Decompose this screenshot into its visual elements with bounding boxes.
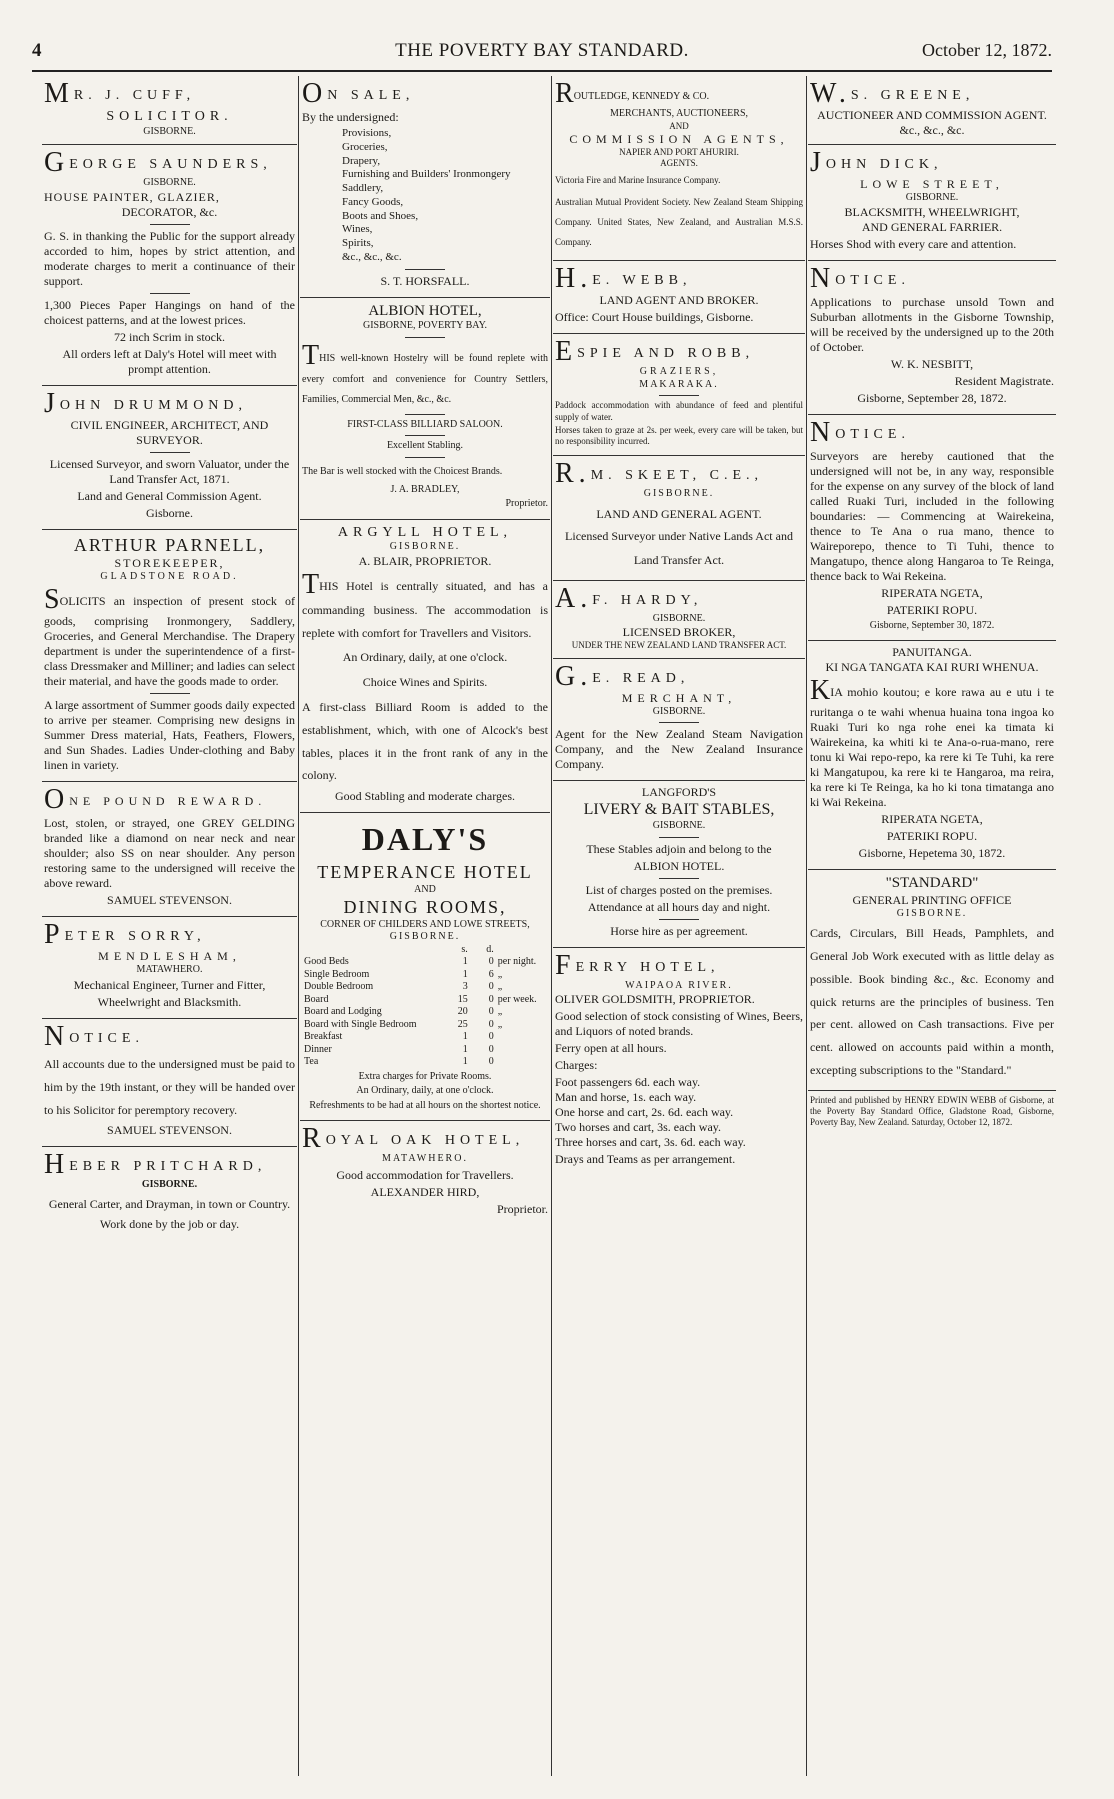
table-cell: 1 bbox=[462, 1056, 468, 1068]
ad-body: Agent for the New Zealand Steam Navigation Company, and the New Zealand Insurance Company. bbox=[555, 727, 803, 772]
ad-place: MAKARAKA. bbox=[639, 378, 719, 390]
ad-role: LAND AND GENERAL AGENT. bbox=[596, 506, 762, 521]
table-cell: „ bbox=[497, 968, 503, 980]
ad-role: OLIVER GOLDSMITH, PROPRIETOR. bbox=[555, 992, 755, 1007]
ad-langford bbox=[553, 781, 805, 948]
table-cell: 0 bbox=[488, 1031, 494, 1043]
charges-table bbox=[302, 944, 548, 1069]
table-cell: 0 bbox=[488, 1018, 494, 1030]
table-cell: 20 bbox=[457, 1006, 468, 1018]
ad-place: GISBORNE. bbox=[143, 177, 196, 188]
ad-signature: J. A. BRADLEY, bbox=[390, 483, 460, 495]
ad-role: DECORATOR, &c. bbox=[121, 204, 218, 219]
table-cell: 0 bbox=[488, 1056, 494, 1068]
ad-role: AND bbox=[669, 120, 689, 131]
column-divider bbox=[806, 76, 807, 1776]
ad-role: BLACKSMITH, WHEELWRIGHT, bbox=[844, 204, 1020, 219]
ad-signature: W. K. NESBITT, bbox=[890, 356, 974, 371]
table-cell: 15 bbox=[457, 993, 468, 1005]
table-row bbox=[302, 969, 548, 982]
list-item: Three horses and cart, 3s. 6d. each way. bbox=[555, 1135, 746, 1150]
ad-role: Resident Magistrate. bbox=[954, 373, 1054, 388]
ad-notice-surveyors: NOTICE. Surveyors are hereby cautioned that the undersigned will not be, in any way, responsible for the expense on any survey of the block of land called Ruaki Turi, included in the following boundaries: — Commencing at Wairekeina, thence to Te Ana o rua mano, thence to Waireporepo, thence to Ti Tuhi, thence to Mangatupo, thence along Hangaroa to Te Reinga, thence back to Wai Rekeina. RIPERATA NGETA, PATERIKI ROPU. Gisborne, September 30, 1872. bbox=[808, 415, 1056, 642]
masthead-rule bbox=[32, 70, 1052, 72]
ad-panuitanga: PANUITANGA. KI NGA TANGATA KAI RURI WHENUA. KIA mohio koutou; e kore rawa au e utu i te ruritanga o te wahi whenua huaina tona ingoa ko Ruaki Turi ko nga rohe enei ka timata ki Wairekeina, ka whiti ki te Ana-o-rua-mano, rere tonu ki Wai repo-repo, ka rere ki Te Tuhi, ka rere ki Mangatupou, ka rere ki te Hangaroa, ma reira, ka rere ki Te Reinga, ka ho ki tona timatanga ano ki Wai Rekeina. RIPERATA NGETA, PATERIKI ROPU. Gisborne, Hepetema 30, 1872. bbox=[808, 641, 1056, 870]
ad-signature: PATERIKI ROPU. bbox=[886, 602, 978, 617]
ad-place: GISBORNE. bbox=[905, 192, 959, 203]
list-item: &c., &c., &c. bbox=[342, 250, 402, 263]
table-cell: 0 bbox=[488, 1006, 494, 1018]
ad-subtitle: KI NGA TANGATA KAI RURI WHENUA. bbox=[825, 660, 1039, 674]
table-cell: 0 bbox=[488, 956, 494, 968]
ad-dick: JOHN DICK, LOWE STREET, GISBORNE. BLACKSMITH, WHEELWRIGHT, AND GENERAL FARRIER. Horses Shod with every care and attention. bbox=[808, 145, 1056, 261]
ad-body: Wheelwright and Blacksmith. bbox=[97, 995, 242, 1009]
ad-body: The Bar is well stocked with the Choicest Brands. bbox=[302, 465, 503, 477]
table-cell: 1 bbox=[462, 1031, 468, 1043]
ad-title: ERRY HOTEL, bbox=[575, 959, 720, 975]
ad-body: Good accommodation for Travellers. bbox=[336, 1167, 514, 1182]
ad-body: Office: Court House buildings, Gisborne. bbox=[555, 310, 754, 325]
short-rule bbox=[150, 224, 190, 225]
ad-title: OYAL OAK HOTEL, bbox=[325, 1133, 525, 1149]
table-cell: Board bbox=[304, 993, 329, 1005]
ad-body: FIRST-CLASS BILLIARD SALOON. bbox=[347, 418, 503, 430]
ad-role: STOREKEEPER, bbox=[114, 556, 225, 570]
ad-title: OTICE. bbox=[835, 272, 910, 288]
ad-body: Choice Wines and Spirits. bbox=[362, 675, 488, 690]
agency-list bbox=[555, 171, 803, 252]
ad-pritchard: HEBER PRITCHARD, GISBORNE. General Carter, and Drayman, in town or Country. Work done by the job or day. bbox=[42, 1147, 297, 1240]
table-cell bbox=[496, 1056, 548, 1069]
ad-role: LICENSED BROKER, bbox=[622, 625, 736, 640]
ad-body: Attendance at all hours day and night. bbox=[587, 899, 771, 914]
table-cell: per week. bbox=[497, 993, 537, 1005]
list-item: Saddlery, bbox=[342, 182, 384, 194]
ad-title: S. GREENE, bbox=[850, 88, 975, 103]
ad-role: COMMISSION AGENTS, bbox=[569, 131, 789, 146]
ad-title: PANUITANGA. bbox=[892, 645, 972, 659]
ad-body: All accounts due to the undersigned must be paid to him by the 19th instant, or they will be handed over to his Solicitor for peremptory recovery. bbox=[44, 1057, 295, 1117]
table-cell: per night. bbox=[497, 956, 537, 968]
ad-royal-oak: ROYAL OAK HOTEL, MATAWHERO. Good accommodation for Travellers. ALEXANDER HIRD, Proprietor. bbox=[302, 1123, 548, 1216]
ad-role: A. BLAIR, PROPRIETOR. bbox=[358, 553, 492, 568]
ad-drummond: JOHN DRUMMOND, CIVIL ENGINEER, ARCHITECT, AND SURVEYOR. Licensed Surveyor, and sworn Valuator, under the Land Transfer Act, 1871. Land and General Commission Agent. Gisborne. bbox=[42, 386, 297, 530]
column-header: s. bbox=[461, 943, 468, 955]
ad-body: Refreshments to be had at all hours on the shortest notice. bbox=[309, 1099, 541, 1111]
ad-routledge: ROUTLEDGE, KENNEDY & CO. MERCHANTS, AUCTIONEERS, AND COMMISSION AGENTS, NAPIER AND PORT AHURIRI. AGENTS. Victoria Fire and Marine Insurance Company. Australian Mutual Provident Society. New Zealand Steam Shipping Company. United States, New Zealand, and Australian M.S.S. Company. bbox=[553, 76, 805, 261]
list-item: Man and horse, 1s. each way. bbox=[555, 1090, 697, 1105]
table-cell bbox=[496, 1044, 548, 1057]
list-item: Provisions, bbox=[342, 127, 392, 139]
ad-ferry-hotel: FERRY HOTEL, WAIPAOA RIVER. OLIVER GOLDSMITH, PROPRIETOR. Good selection of stock consisting of Wines, Beers, and Liquors of noted brands. Ferry open at all hours. Charges: Foot passengers 6d. each way. Man and horse, 1s. each way. One horse and cart, 2s. 6d. each way. Two horses and cart, 3s. each way. Three horses and cart, 3s. 6d. each way. Drays and Teams as per arrangement. bbox=[555, 949, 803, 1167]
ad-body: Land and General Commission Agent. bbox=[77, 488, 262, 503]
ad-body: Cards, Circulars, Bill Heads, Pamphlets, and General Job Work executed with as little delay as possible. Book binding &c., &c. Economy and quick returns are the principles of business. Ten per cent. allowed on Cash transactions. Five per cent. allowed on accounts paid within a month, excepting subscriptions to the "Standard." bbox=[810, 926, 1054, 1078]
column-3 bbox=[553, 76, 805, 1776]
ad-place: CORNER OF CHILDERS AND LOWE STREETS, bbox=[320, 918, 530, 930]
ad-body: &c., &c., &c. bbox=[899, 123, 965, 137]
ad-title: M. SKEET, C.E., bbox=[590, 468, 764, 484]
ad-title: OHN DICK, bbox=[825, 157, 943, 172]
ad-argyll-hotel: ARGYLL HOTEL, GISBORNE. A. BLAIR, PROPRIETOR. THIS Hotel is centrally situated, and has a commanding business. The accommodation is replete with comfort for Travellers and Visitors. An Ordinary, daily, at one o'clock. Choice Wines and Spirits. A first-class Billiard Room is added to the establishment, which, with one of Alcock's best tables, places it in the front rank of any in the colony. Good Stabling and moderate charges. bbox=[300, 520, 550, 813]
ad-on-sale: ON SALE, By the undersigned: Provisions, Groceries, Drapery, Furnishing and Builders' Ironmongery Saddlery, Fancy Goods, Boots and Shoes, Wines, Spirits, &c., &c., &c. S. T. HORSFALL. bbox=[300, 76, 550, 298]
table-row bbox=[302, 1006, 548, 1019]
short-rule bbox=[150, 693, 190, 694]
ad-signature: PATERIKI ROPU. bbox=[886, 829, 978, 843]
ad-webb: H.E. WEBB, LAND AGENT AND BROKER. Office: Court House buildings, Gisborne. bbox=[553, 261, 805, 334]
ad-body: 1,300 Pieces Paper Hangings on hand of the choicest patterns, and at the lowest prices. bbox=[44, 297, 295, 327]
ad-place: GLADSTONE ROAD. bbox=[100, 571, 239, 582]
ad-body: HIS well-known Hostelry will be found replete with every comfort and convenience for Country Settlers, Families, Commercial Men, &c., &c. bbox=[302, 352, 548, 405]
table-cell: 1 bbox=[462, 1043, 468, 1055]
ad-title: "STANDARD" bbox=[885, 875, 979, 891]
ad-body: Horses taken to graze at 2s. per week, every care will be taken, but no responsibility incurred. bbox=[555, 424, 803, 447]
ad-role: GRAZIERS, bbox=[639, 366, 719, 378]
ad-place: GISBORNE. bbox=[652, 820, 706, 832]
short-rule bbox=[659, 837, 699, 838]
ad-title: ARTHUR PARNELL, bbox=[73, 534, 266, 555]
ad-body: 72 inch Scrim in stock. bbox=[114, 329, 225, 344]
short-rule bbox=[150, 452, 190, 453]
list-item: One horse and cart, 2s. 6d. each way. bbox=[555, 1105, 734, 1120]
ad-body: Mechanical Engineer, Turner and Fitter, bbox=[73, 978, 266, 992]
short-rule bbox=[659, 919, 699, 920]
list-item: Furnishing and Builders' Ironmongery bbox=[342, 168, 511, 181]
ad-role: LAND AGENT AND BROKER. bbox=[599, 293, 759, 308]
ad-place: WAIPAOA RIVER. bbox=[625, 979, 733, 991]
table-row bbox=[302, 1019, 548, 1032]
ad-body: General Carter, and Drayman, in town or Country. bbox=[48, 1196, 291, 1211]
list-item: Wines, bbox=[342, 223, 373, 236]
column-4 bbox=[808, 76, 1056, 1776]
ad-body: All orders left at Daly's Hotel will meet with prompt attention. bbox=[62, 346, 277, 376]
ad-body: These Stables adjoin and belong to the bbox=[586, 841, 772, 856]
ad-title: N SALE, bbox=[327, 88, 415, 103]
ad-role: Proprietor. bbox=[505, 498, 548, 510]
list-item: Spirits, bbox=[342, 237, 374, 249]
ad-body: IA mohio koutou; e kore rawa au e utu i te ruritanga o te wahi whenua huaina tona ingoa ko Ruaki Turi ko nga rohe enei ka timata ki Wairekeina, ka whiti ki te Ana-o-rua-mano, rere tonu ki Wai repo-repo, ka rere ki Te Tuhi, ka rere ki Mangatupou, ka rere ki te Hangaroa, ma reira, ka rere ki Te Reinga, ka ho ki tona timatanga ano ki Wai Rekeina. bbox=[810, 685, 1054, 809]
short-rule bbox=[405, 435, 445, 436]
ad-saunders: GEORGE SAUNDERS, GISBORNE. HOUSE PAINTER, GLAZIER, DECORATOR, &c. G. S. in thanking the Public for the support already accorded to him, hopes by strict attention, and moderate charges to merit a continuance of their support. 1,300 Pieces Paper Hangings on hand of the choicest patterns, and at the lowest prices. 72 inch Scrim in stock. All orders left at Daly's Hotel will meet with prompt attention. bbox=[42, 145, 297, 386]
ad-parnell: ARTHUR PARNELL, STOREKEEPER, GLADSTONE ROAD. SOLICITS an inspection of present stock of goods, comprising Ironmongery, Saddlery, Groceries, and General Merchandise. The Drapery department is under the superintendence of a first-class Dressmaker and Milliner; and ladies can select their material, and have the goods made to order. A large assortment of Summer goods daily expected to arrive per steamer. Comprising new designs in Summer Dress material, Hats, Feathers, Flowers, and Sun Shades. Ladies Under-clothing and Baby linen in variety. bbox=[42, 530, 297, 782]
ad-dalys bbox=[300, 813, 550, 1121]
ad-body: HIS Hotel is centrally situated, and has a commanding business. The accommodation is replete with comfort for Travellers and Visitors. bbox=[302, 578, 548, 640]
ad-role: SOLICITOR. bbox=[106, 109, 233, 124]
table-cell: Board and Lodging bbox=[304, 1006, 382, 1018]
short-rule bbox=[405, 414, 445, 415]
ad-place: LOWE STREET, bbox=[860, 177, 1004, 191]
ad-body: Surveyors are hereby cautioned that the undersigned will not be, in any way, responsible for the expense on any survey of the block of land called Ruaki Turi, included in the following boundaries: — Commencing at Wairekeina, thence to Te Ana o rua mano, thence to Waireporepo, thence to Ti Tuhi, thence to Mangatupo, thence along Hangaroa to Te Reinga, thence back to Wai Rekeina. bbox=[810, 448, 1054, 583]
list-item: Foot passengers 6d. each way. bbox=[555, 1075, 701, 1090]
list-item: Drapery, bbox=[342, 154, 381, 167]
short-rule bbox=[150, 293, 190, 294]
short-rule bbox=[659, 878, 699, 879]
ad-body: Paddock accommodation with abundance of feed and plentiful supply of water. bbox=[555, 400, 803, 422]
list-item: Victoria Fire and Marine Insurance Company. bbox=[555, 175, 721, 186]
ad-signature: RIPERATA NGETA, bbox=[881, 812, 983, 826]
table-cell: 0 bbox=[488, 993, 494, 1005]
table-cell bbox=[496, 1031, 548, 1044]
ad-albion-hotel: ALBION HOTEL, GISBORNE, POVERTY BAY. THIS well-known Hostelry will be found replete with every comfort and convenience for Country Settlers, Families, Commercial Men, &c., &c. FIRST-CLASS BILLIARD SALOON. Excellent Stabling. The Bar is well stocked with the Choicest Brands. J. A. BRADLEY, Proprietor. bbox=[300, 298, 550, 520]
list-item: Fancy Goods, bbox=[342, 195, 404, 208]
ad-signature: S. T. HORSFALL. bbox=[380, 273, 470, 288]
ad-greene: W.S. GREENE, AUCTIONEER AND COMMISSION AGENT. &c., &c., &c. bbox=[808, 76, 1056, 145]
ad-body: Horses Shod with every care and attention. bbox=[810, 236, 1017, 251]
table-row bbox=[302, 956, 548, 969]
table-cell: 1 bbox=[462, 968, 468, 980]
ad-place: Gisborne. bbox=[146, 505, 193, 520]
ad-title: OUTLEDGE, KENNEDY & CO. bbox=[573, 91, 710, 102]
ad-role: AND GENERAL FARRIER. bbox=[861, 219, 1003, 234]
ad-date: Gisborne, Hepetema 30, 1872. bbox=[858, 846, 1006, 860]
column-header: d. bbox=[486, 943, 494, 955]
ad-body: By the undersigned: bbox=[302, 110, 399, 124]
table-row bbox=[302, 1031, 548, 1044]
ad-subtitle: TEMPERANCE HOTEL bbox=[317, 862, 533, 883]
table-cell: „ bbox=[497, 1006, 503, 1018]
ad-title: OTICE. bbox=[835, 426, 910, 442]
table-cell: Tea bbox=[304, 1056, 319, 1068]
ad-title: OHN DRUMMOND, bbox=[59, 397, 248, 413]
ad-body: Good selection of stock consisting of Wines, Beers, and Liquors of noted brands. bbox=[555, 1009, 803, 1039]
table-row bbox=[302, 1056, 548, 1069]
ad-body: An Ordinary, daily, at one o'clock. bbox=[342, 650, 508, 665]
ad-body: List of charges posted on the premises. bbox=[585, 882, 773, 897]
ad-title: ETER SORRY, bbox=[64, 928, 206, 944]
page-number: 4 bbox=[32, 40, 42, 61]
ad-body: Lost, stolen, or strayed, one GREY GELDING branded like a diamond on near neck and near shoulder; also SS on near shoulder. Any person restoring same to the undersigned will receive the above reward. bbox=[44, 815, 295, 890]
ad-place: GISBORNE. bbox=[141, 1179, 198, 1191]
masthead bbox=[32, 40, 1052, 66]
table-cell: Board with Single Bedroom bbox=[304, 1018, 417, 1030]
ad-body: Good Stabling and moderate charges. bbox=[334, 789, 516, 804]
ad-body: OLICITS an inspection of present stock of goods, comprising Ironmongery, Saddlery, Groceries, and General Merchandise. The Drapery department is under the superintendence of a first-class Dressmaker and Milliner; and ladies can select their material, and have the goods made to order. bbox=[44, 593, 295, 688]
ad-notice-nesbitt: NOTICE. Applications to purchase unsold Town and Suburban allotments in the Gisborne Township, will be received by the undersigned up to the 20th of October. W. K. NESBITT, Resident Magistrate. Gisborne, September 28, 1872. bbox=[808, 261, 1056, 415]
issue-date: October 12, 1872. bbox=[922, 40, 1052, 60]
ad-notice-stevenson: NOTICE. All accounts due to the undersigned must be paid to him by the 19th instant, or they will be handed over to his Solicitor for peremptory recovery. SAMUEL STEVENSON. bbox=[42, 1019, 297, 1147]
table-cell: 0 bbox=[488, 1043, 494, 1055]
table-row bbox=[302, 994, 548, 1007]
list-item: Two horses and cart, 3s. each way. bbox=[555, 1120, 721, 1135]
ad-place: MATAWHERO. bbox=[382, 1153, 468, 1165]
ad-body: Applications to purchase unsold Town and Suburban allotments in the Gisborne Township, will be received by the undersigned up to the 20th of October. bbox=[810, 294, 1054, 354]
table-cell: Breakfast bbox=[304, 1031, 343, 1043]
table-cell: „ bbox=[497, 981, 503, 993]
ad-role: MERCHANT, bbox=[621, 690, 737, 705]
short-rule bbox=[405, 337, 445, 338]
ad-signature: SAMUEL STEVENSON. bbox=[107, 892, 232, 907]
ad-place: GISBORNE. bbox=[652, 705, 706, 717]
ad-title: R. J. CUFF, bbox=[73, 88, 196, 103]
ad-cuff: MR. J. CUFF, SOLICITOR. GISBORNE. bbox=[42, 76, 297, 145]
ad-role: HOUSE PAINTER, GLAZIER, bbox=[44, 189, 220, 204]
ad-place: GISBORNE. bbox=[389, 931, 461, 943]
ad-standard-printing bbox=[808, 870, 1056, 1091]
column-divider bbox=[298, 76, 299, 1776]
ad-signature: ALEXANDER HIRD, bbox=[370, 1184, 480, 1199]
ad-skeet: R.M. SKEET, C.E., GISBORNE. LAND AND GENERAL AGENT. Licensed Surveyor under Native Lands Act and Land Transfer Act. bbox=[553, 456, 805, 581]
ad-body: An Ordinary, daily, at one o'clock. bbox=[356, 1085, 494, 1097]
column-1 bbox=[42, 76, 297, 1776]
short-rule bbox=[405, 269, 445, 270]
ad-place: MENDLESHAM, bbox=[98, 948, 241, 963]
ad-signature: SAMUEL STEVENSON. bbox=[107, 1123, 232, 1138]
ad-reward: ONE POUND REWARD. Lost, stolen, or strayed, one GREY GELDING branded like a diamond on near neck and near shoulder; also SS on near shoulder. Any person restoring same to the undersigned will receive the above reward. SAMUEL STEVENSON. bbox=[42, 782, 297, 917]
ad-title: EORGE SAUNDERS, bbox=[69, 157, 272, 172]
ad-role: AUCTIONEER AND COMMISSION AGENT. bbox=[817, 108, 1047, 122]
table-cell: 0 bbox=[488, 981, 494, 993]
ad-subtitle: LIVERY & BAIT STABLES, bbox=[583, 801, 775, 819]
sale-item-list bbox=[342, 127, 548, 265]
ad-role: MERCHANTS, AUCTIONEERS, bbox=[609, 108, 749, 119]
table-cell: 25 bbox=[457, 1018, 468, 1030]
imprint: Printed and published by HENRY EDWIN WEBB of Gisborne, at the Poverty Bay Standard Office, Gladstone Road, Gisborne, Poverty Bay, New Zealand. Saturday, October 12, 1872. bbox=[810, 1094, 1054, 1128]
ad-body: Excellent Stabling. bbox=[386, 440, 464, 452]
short-rule bbox=[659, 395, 699, 396]
ad-subtitle: AND bbox=[414, 883, 436, 895]
ad-subtitle: GENERAL PRINTING OFFICE bbox=[852, 892, 1012, 907]
ad-body: Licensed Surveyor, and sworn Valuator, under the Land Transfer Act, 1871. bbox=[49, 456, 290, 486]
ad-body: Extra charges for Private Rooms. bbox=[358, 1070, 492, 1082]
ad-body: Drays and Teams as per arrangement. bbox=[555, 1152, 736, 1167]
ad-body: A large assortment of Summer goods daily expected to arrive per steamer. Comprising new designs in Summer Dress material, Hats, Feathers, Flowers, and Sun Shades. Ladies Under-clothing and Baby linen in variety. bbox=[44, 697, 295, 772]
ad-title: LANGFORD'S bbox=[641, 785, 717, 800]
ad-place: NAPIER AND PORT AHURIRI. bbox=[619, 146, 739, 157]
ad-body: Work done by the job or day. bbox=[99, 1217, 240, 1232]
ad-read: G.E. READ, MERCHANT, GISBORNE. Agent for the New Zealand Steam Navigation Company, and the New Zealand Insurance Company. bbox=[553, 659, 805, 782]
ad-body: G. S. in thanking the Public for the support already accorded to him, hopes by strict attention, and moderate charges to merit a continuance of their support. bbox=[44, 228, 295, 288]
ad-body: UNDER THE NEW ZEALAND LAND TRANSFER ACT. bbox=[571, 640, 787, 651]
ad-body: Charges: bbox=[555, 1058, 598, 1073]
table-row bbox=[302, 981, 548, 994]
ad-title: EBER PRITCHARD, bbox=[69, 1159, 267, 1175]
short-rule bbox=[405, 457, 445, 458]
ad-role: CIVIL ENGINEER, ARCHITECT, AND SURVEYOR. bbox=[70, 417, 269, 447]
ad-title: ARGYLL HOTEL, bbox=[337, 524, 513, 540]
ad-espie-robb: ESPIE AND ROBB, GRAZIERS, MAKARAKA. Paddock accommodation with abundance of feed and plentiful supply of water. Horses taken to graze at 2s. per week, every care will be taken, but no responsibility incurred. bbox=[553, 334, 805, 456]
ad-sorry: PETER SORRY, MENDLESHAM, MATAWHERO. Mechanical Engineer, Turner and Fitter, Wheelwright and Blacksmith. bbox=[42, 917, 297, 1020]
ad-body: Horse hire as per agreement. bbox=[610, 923, 748, 938]
ad-place: GISBORNE, POVERTY BAY. bbox=[362, 320, 488, 332]
ad-title: DALY'S bbox=[361, 821, 489, 858]
table-cell: 6 bbox=[488, 968, 494, 980]
list-item: Australian Mutual Provident Society. New Zealand Steam Shipping Company. United States, New Zealand, and Australian M.S.S. Company. bbox=[555, 197, 803, 247]
table-cell: 3 bbox=[462, 981, 468, 993]
table-cell: „ bbox=[497, 1018, 503, 1030]
table-cell: Good Beds bbox=[304, 956, 349, 968]
ad-body: Ferry open at all hours. bbox=[555, 1041, 667, 1056]
ad-place: GISBORNE. bbox=[652, 612, 706, 624]
ad-place: GISBORNE. bbox=[143, 125, 196, 137]
ad-hardy: A.F. HARDY, GISBORNE. LICENSED BROKER, UNDER THE NEW ZEALAND LAND TRANSFER ACT. bbox=[553, 581, 805, 659]
table-cell: Single Bedroom bbox=[304, 968, 370, 980]
column-2 bbox=[300, 76, 550, 1776]
ad-body: Licensed Surveyor under Native Lands Act and Land Transfer Act. bbox=[565, 528, 793, 567]
table-cell: Dinner bbox=[304, 1043, 332, 1055]
ad-date: Gisborne, September 28, 1872. bbox=[857, 390, 1007, 405]
ad-role: Proprietor. bbox=[497, 1201, 548, 1216]
ad-subtitle: DINING ROOMS, bbox=[343, 897, 507, 918]
newspaper-title: THE POVERTY BAY STANDARD. bbox=[395, 40, 689, 61]
ad-subtitle: AGENTS. bbox=[660, 158, 698, 168]
short-rule bbox=[659, 722, 699, 723]
ad-body: ALBION HOTEL. bbox=[633, 858, 725, 873]
column-divider bbox=[551, 76, 552, 1776]
table-row bbox=[302, 1044, 548, 1057]
ad-place: GISBORNE. bbox=[643, 488, 715, 500]
list-item: Groceries, bbox=[342, 140, 388, 153]
ad-signature: RIPERATA NGETA, bbox=[881, 585, 983, 600]
ad-title: F. HARDY, bbox=[592, 592, 703, 608]
ad-title: ALBION HOTEL, bbox=[368, 302, 482, 319]
ad-date: Gisborne, September 30, 1872. bbox=[869, 619, 995, 631]
ad-place: MATAWHERO. bbox=[136, 963, 203, 975]
ad-place: GISBORNE. bbox=[389, 541, 461, 553]
ad-title: OTICE. bbox=[69, 1031, 144, 1046]
ad-body: A first-class Billiard Room is added to the establishment, which, with one of Alcock's best tables, places it in the front rank of any in the colony. bbox=[302, 699, 548, 783]
ad-title: E. READ, bbox=[592, 670, 690, 686]
ad-place: GISBORNE. bbox=[896, 907, 968, 919]
table-cell: Double Bedroom bbox=[304, 981, 374, 993]
ferry-rate-list bbox=[555, 1075, 803, 1150]
list-item: Boots and Shoes, bbox=[342, 209, 419, 222]
table-cell: 1 bbox=[462, 956, 468, 968]
ad-title: NE POUND REWARD. bbox=[69, 793, 267, 808]
ad-title: E. WEBB, bbox=[592, 273, 692, 289]
ad-title: SPIE AND ROBB, bbox=[577, 346, 755, 362]
